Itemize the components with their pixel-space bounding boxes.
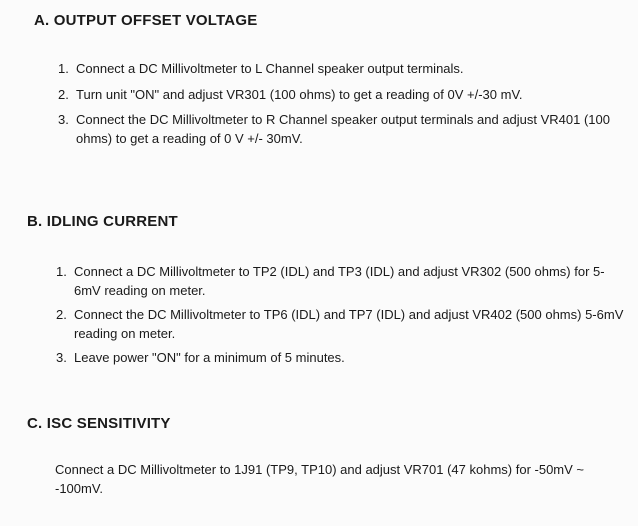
list-item	[58, 85, 628, 104]
step-text: Connect a DC Millivoltmeter to L Channel speaker output terminals.	[76, 61, 464, 76]
list-item	[56, 262, 631, 300]
idling-current-steps	[56, 262, 631, 367]
step-text: Connect the DC Millivoltmeter to R Channel speaker output terminals and adjust VR401 (100 ohms) to get a reading of 0 V +/- 30mV.	[76, 112, 610, 146]
step-text: Turn unit "ON" and adjust VR301 (100 ohms) to get a reading of 0V +/-30 mV.	[76, 87, 523, 102]
output-offset-voltage-steps	[58, 59, 628, 148]
isc-sensitivity-instruction: Connect a DC Millivoltmeter to 1J91 (TP9, TP10) and adjust VR701 (47 kohms) for -50mV ~ -100mV.	[55, 462, 585, 496]
list-item	[58, 110, 628, 148]
step-number: 2.	[56, 307, 67, 322]
step-text: Connect a DC Millivoltmeter to TP2 (IDL) and TP3 (IDL) and adjust VR302 (500 ohms) for 5-6mV reading on meter.	[74, 264, 605, 298]
step-text: Leave power "ON" for a minimum of 5 minutes.	[74, 350, 345, 365]
list-item	[58, 59, 628, 78]
section-heading-isc-sensitivity: C. ISC SENSITIVITY	[27, 415, 171, 432]
step-number: 2.	[58, 87, 69, 102]
step-number: 1.	[56, 264, 67, 279]
step-text: Connect the DC Millivoltmeter to TP6 (IDL) and TP7 (IDL) and adjust VR402 (500 ohms) 5-6mV reading on meter.	[74, 307, 624, 341]
step-number: 3.	[56, 350, 67, 365]
section-heading-output-offset-voltage: A. OUTPUT OFFSET VOLTAGE	[34, 12, 258, 29]
list-item	[56, 348, 631, 367]
list-item	[56, 305, 631, 343]
section-heading-idling-current: B. IDLING CURRENT	[27, 213, 178, 230]
step-number: 3.	[58, 112, 69, 127]
step-number: 1.	[58, 61, 69, 76]
